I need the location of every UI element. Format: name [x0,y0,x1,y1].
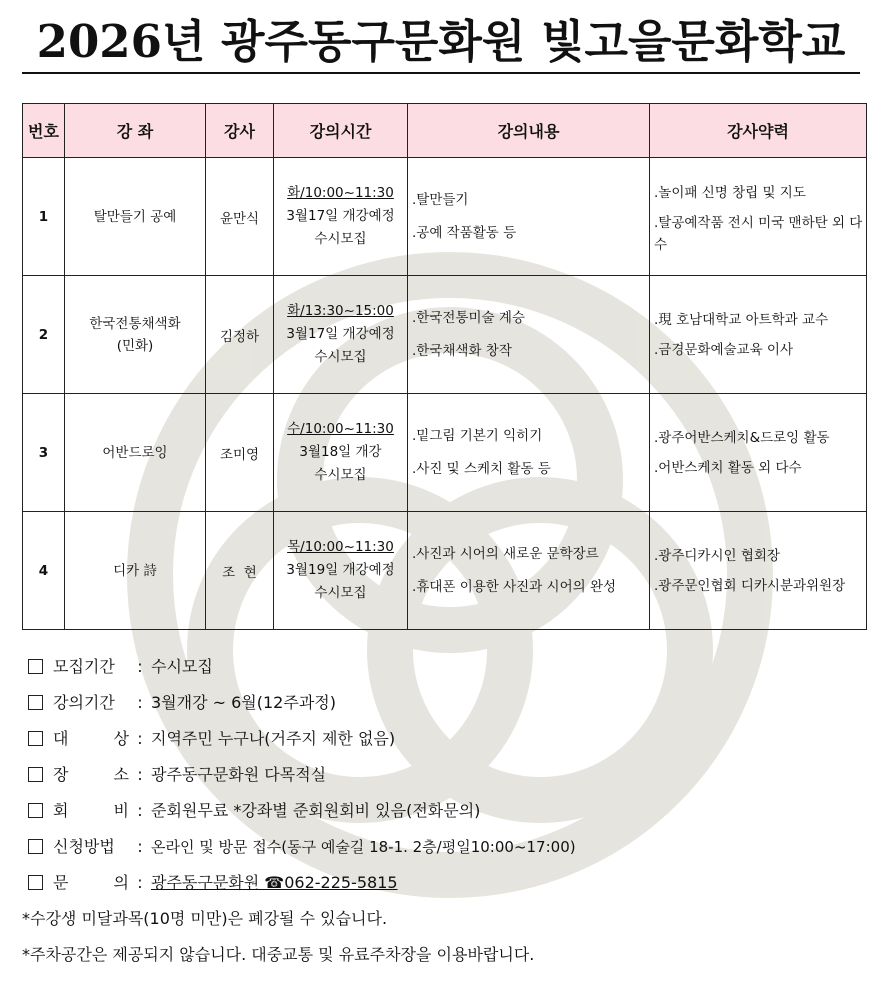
teacher-career: .놀이패 신명 창립 및 지도 .탈공예작품 전시 미국 맨하탄 외 다수 [650,158,867,276]
info-row-apply-method: 신청방법 : 온라인 및 방문 접수(동구 예술길 18-1. 2층/평일10:00~17:00) [28,829,576,865]
start-date: 3월17일 개강예정 [286,326,395,342]
info-row-contact: 문 의 : 광주동구문화원 ☎062-225-5815 [28,865,576,901]
info-row-target: 대 상 : 지역주민 누구나(거주지 제한 없음) [28,721,576,757]
teacher-career: .광주디카시인 협회장 .광주문인협회 디카시분과위원장 [650,512,867,630]
column-header-teacher: 강사 [206,104,274,158]
info-row-fee: 회 비 : 준회원무료 *강좌별 준회원회비 있음(전화문의) [28,793,576,829]
recruit-status: 수시모집 [314,585,367,601]
start-date: 3월19일 개강예정 [286,562,395,578]
teacher-name: 김정하 [206,276,274,394]
time-slot: 목/10:00~11:30 [287,539,394,555]
checkbox-square-icon [28,875,43,890]
start-date: 3월17일 개강예정 [286,208,395,224]
recruit-status: 수시모집 [314,467,367,483]
column-header-time: 강의시간 [274,104,408,158]
row-number: 3 [23,394,65,512]
lecture-content: .탈만들기 .공예 작품활동 등 [408,158,650,276]
recruit-status: 수시모집 [314,231,367,247]
table-header-row [23,104,867,158]
checkbox-square-icon [28,659,43,674]
course-name: 어반드로잉 [65,394,206,512]
table-row [23,512,867,630]
info-row-recruit-period: 모집기간 : 수시모집 [28,649,576,685]
lecture-time [274,394,408,512]
start-date: 3월18일 개강 [299,444,382,460]
teacher-career: .광주어반스케치&드로잉 활동 .어반스케치 활동 외 다수 [650,394,867,512]
lecture-content: .밑그림 기본기 익히기 .사진 및 스케치 활동 등 [408,394,650,512]
course-table [22,103,867,630]
title-underline [22,72,860,74]
lecture-time [274,512,408,630]
teacher-career: .現 호남대학교 아트학과 교수 .금경문화예술교육 이사 [650,276,867,394]
column-header-no: 번호 [23,104,65,158]
teacher-name: 윤만식 [206,158,274,276]
lecture-content: .한국전통미술 계승 .한국채색화 창작 [408,276,650,394]
info-section [22,649,576,973]
course-name: 디카 詩 [65,512,206,630]
contact-phone: 광주동구문화원 ☎062-225-5815 [151,873,398,892]
teacher-name: 조미영 [206,394,274,512]
lecture-time [274,276,408,394]
checkbox-square-icon [28,767,43,782]
info-row-place: 장 소 : 광주동구문화원 다목적실 [28,757,576,793]
column-header-course: 강 좌 [65,104,206,158]
page-title: 2026년 광주동구문화원 빛고을문화학교 [36,15,846,68]
lecture-time [274,158,408,276]
row-number: 4 [23,512,65,630]
course-name: 탈만들기 공예 [65,158,206,276]
table-row [23,394,867,512]
row-number: 2 [23,276,65,394]
lecture-content: .사진과 시어의 새로운 문학장르 .휴대폰 이용한 사진과 시어의 완성 [408,512,650,630]
teacher-name: 조 현 [206,512,274,630]
row-number: 1 [23,158,65,276]
checkbox-square-icon [28,839,43,854]
time-slot: 수/10:00~11:30 [287,421,394,437]
column-header-career: 강사약력 [650,104,867,158]
table-row [23,158,867,276]
notice-closure: *수강생 미달과목(10명 미만)은 폐강될 수 있습니다. [22,909,388,928]
time-slot: 화/10:00~11:30 [287,185,394,201]
recruit-status: 수시모집 [314,349,367,365]
checkbox-square-icon [28,803,43,818]
notice-parking: *주차공간은 제공되지 않습니다. 대중교통 및 유료주차장을 이용바랍니다. [22,945,535,964]
checkbox-square-icon [28,695,43,710]
table-row [23,276,867,394]
column-header-content: 강의내용 [408,104,650,158]
checkbox-square-icon [28,731,43,746]
time-slot: 화/13:30~15:00 [287,303,394,319]
info-row-lecture-period: 강의기간 : 3월개강 ~ 6월(12주과정) [28,685,576,721]
course-name: 한국전통채색화 (민화) [65,276,206,394]
